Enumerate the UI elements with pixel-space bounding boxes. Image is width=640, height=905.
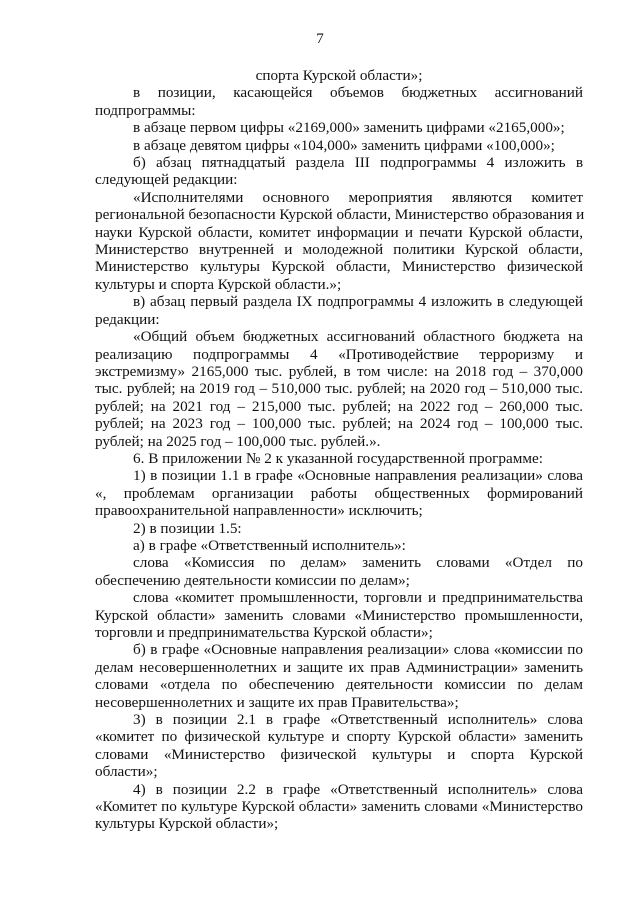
text-line: подпрограммы: [95, 101, 196, 119]
text-line: «комитет по физической культуре и спорту Курской области» заменить [95, 728, 583, 746]
text-line: рублей; на 2025 год – 100,000 тыс. рублей.». [95, 432, 381, 450]
text-line: в позиции, касающейся объемов бюджетных ассигнований [133, 84, 583, 102]
text-line: следующей редакции: [95, 171, 238, 189]
text-line: «Общий объем бюджетных ассигнований областного бюджета на [133, 328, 583, 346]
text-line: экстремизму» 2165,000 тыс. рублей, в том числе: на 2018 год – 370,000 [95, 362, 583, 380]
text-line: редакции: [95, 310, 160, 328]
text-line: слова «комитет промышленности, торговли и предпринимательства [133, 589, 583, 607]
text-line: науки Курской области, комитет информации и печати Курской области, [95, 223, 583, 241]
text-line: слова «Комиссия по делам» заменить словами «Отдел по [133, 554, 583, 572]
text-line: словами «отдела по обеспечению деятельности комиссии по делам [95, 676, 583, 694]
text-line: 4) в позиции 2.2 в графе «Ответственный исполнитель» слова [133, 780, 583, 798]
text-line: 6. В приложении № 2 к указанной государственной программе: [133, 449, 543, 467]
text-line: делам несовершеннолетних и защите их прав Администрации» заменить [95, 658, 583, 676]
text-line: «, проблемам организации работы общественных формирований [95, 484, 583, 502]
text-line: в абзаце первом цифры «2169,000» заменить цифрами «2165,000»; [133, 119, 565, 137]
text-line: правоохранительной направленности» исключить; [95, 502, 423, 520]
text-line: б) в графе «Основные направления реализации» слова «комиссии по [133, 641, 583, 659]
text-line: Министерство внутренней и молодежной политики Курской области, [95, 241, 583, 259]
text-line: а) в графе «Ответственный исполнитель»: [133, 536, 406, 554]
text-line: Министерство культуры Курской области, Министерство физической [95, 258, 583, 276]
text-line: реализацию подпрограммы 4 «Противодействие терроризму и [95, 345, 583, 363]
document-body [95, 67, 583, 833]
text-line: региональной безопасности Курской области, Министерство образования и [95, 206, 585, 224]
text-line: несовершеннолетних и защите их прав Правительства»; [95, 693, 459, 711]
text-line: области»; [95, 763, 158, 781]
text-line: обеспечению деятельности комиссии по делам»; [95, 571, 410, 589]
text-line: рублей; на 2023 год – 100,000 тыс. рублей; на 2024 год – 100,000 тыс. [95, 415, 583, 433]
text-line: культуры и спорта Курской области.»; [95, 275, 342, 293]
text-line: «Комитет по культуре Курской области» заменить словами «Министерство [95, 798, 583, 816]
text-line: 1) в позиции 1.1 в графе «Основные направления реализации» слова [133, 467, 583, 485]
text-line: культуры Курской области»; [95, 815, 279, 833]
text-line: спорта Курской области»; [255, 67, 423, 84]
text-line: 3) в позиции 2.1 в графе «Ответственный исполнитель» слова [133, 711, 583, 729]
page-number: 7 [316, 31, 324, 47]
text-line: в) абзац первый раздела IX подпрограммы 4 изложить в следующей [133, 293, 583, 311]
text-line: 2) в позиции 1.5: [133, 519, 242, 537]
text-line: словами «Министерство физической культуры и спорта Курской [95, 745, 583, 763]
text-line: тыс. рублей; на 2019 год – 510,000 тыс. рублей; на 2020 год – 510,000 тыс. [95, 380, 583, 398]
text-line: в абзаце девятом цифры «104,000» заменить цифрами «100,000»; [133, 136, 555, 154]
text-line: б) абзац пятнадцатый раздела III подпрограммы 4 изложить в [133, 154, 583, 172]
text-line: рублей; на 2021 год – 215,000 тыс. рублей; на 2022 год – 260,000 тыс. [95, 397, 583, 415]
text-line: «Исполнителями основного мероприятия являются комитет [133, 188, 583, 206]
text-line: Курской области» заменить словами «Министерство промышленности, [95, 606, 583, 624]
text-line: торговли и предпринимательства Курской области»; [95, 624, 433, 641]
